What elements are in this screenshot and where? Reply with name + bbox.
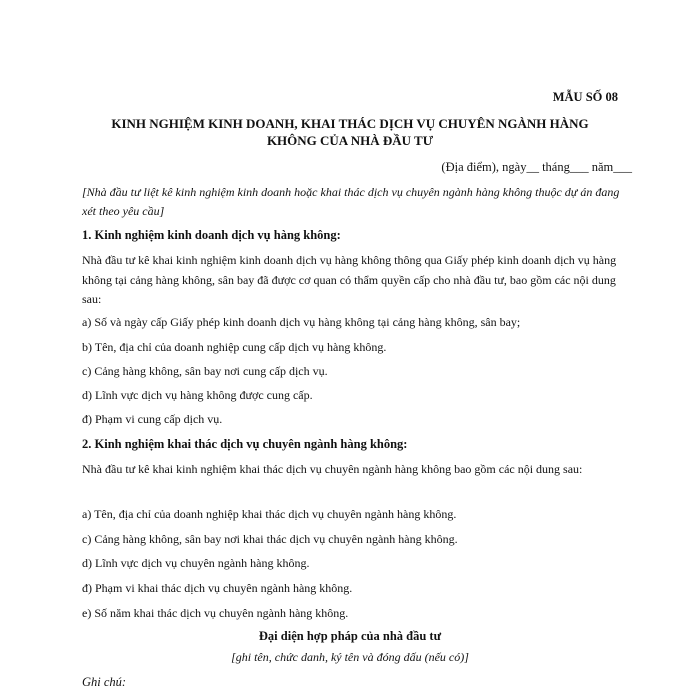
section1-item-a: a) Số và ngày cấp Giấy phép kinh doanh dịch vụ hàng không tại cảng hàng không, sân bay; (82, 315, 521, 329)
section1-item-dd: đ) Phạm vi cung cấp dịch vụ. (82, 412, 223, 426)
signature-title: Đại diện hợp pháp của nhà đầu tư (258, 629, 442, 643)
title-line-2: KHÔNG CỦA NHÀ ĐẦU TƯ (266, 133, 434, 148)
signature-instruction: [ghi tên, chức danh, ký tên và đóng dấu (nếu có)] (231, 650, 469, 664)
document-title (60, 115, 640, 149)
instruction-note: [Nhà đầu tư liệt kê kinh nghiệm kinh doanh hoặc khai thác dịch vụ chuyên ngành hàng không thuộc dự án đang xét theo yêu cầu] (82, 185, 620, 218)
section2-item-a: a) Tên, địa chỉ của doanh nghiệp khai thác dịch vụ chuyên ngành hàng không. (82, 507, 457, 521)
title-line-1: KINH NGHIỆM KINH DOANH, KHAI THÁC DỊCH VỤ CHUYÊN NGÀNH HÀNG (111, 116, 589, 131)
section2-intro: Nhà đầu tư kê khai kinh nghiệm khai thác dịch vụ chuyên ngành hàng không bao gồm các nội dung sau: (82, 462, 583, 476)
date-line: (Địa điểm), ngày__ tháng___ năm___ (441, 160, 632, 174)
section1-item-d: d) Lĩnh vực dịch vụ hàng không được cung cấp. (82, 388, 313, 402)
form-code: MẪU SỐ 08 (552, 90, 618, 104)
section2-heading: 2. Kinh nghiệm khai thác dịch vụ chuyên ngành hàng không: (82, 437, 408, 451)
section1-item-b: b) Tên, địa chỉ của doanh nghiệp cung cấp dịch vụ hàng không. (82, 340, 387, 354)
section2-item-dd: đ) Phạm vi khai thác dịch vụ chuyên ngành hàng không. (82, 581, 353, 595)
section2-item-e: e) Số năm khai thác dịch vụ chuyên ngành hàng không. (82, 606, 349, 620)
section2-item-c: c) Cảng hàng không, sân bay nơi khai thác dịch vụ chuyên ngành hàng không. (82, 532, 458, 546)
section1-heading: 1. Kinh nghiệm kinh doanh dịch vụ hàng không: (82, 228, 341, 242)
section2-item-d: d) Lĩnh vực dịch vụ chuyên ngành hàng không. (82, 556, 310, 570)
notes-label: Ghi chú: (82, 675, 127, 689)
section1-intro: Nhà đầu tư kê khai kinh nghiệm kinh doanh dịch vụ hàng không thông qua Giấy phép kinh doanh dịch vụ hàng không tại cảng hàng không, sân bay đã được cơ quan có thẩm quyền cấp cho nhà đầu tư, bao gồm các nội dung sau: (82, 253, 617, 306)
section1-item-c: c) Cảng hàng không, sân bay nơi cung cấp dịch vụ. (82, 364, 328, 378)
